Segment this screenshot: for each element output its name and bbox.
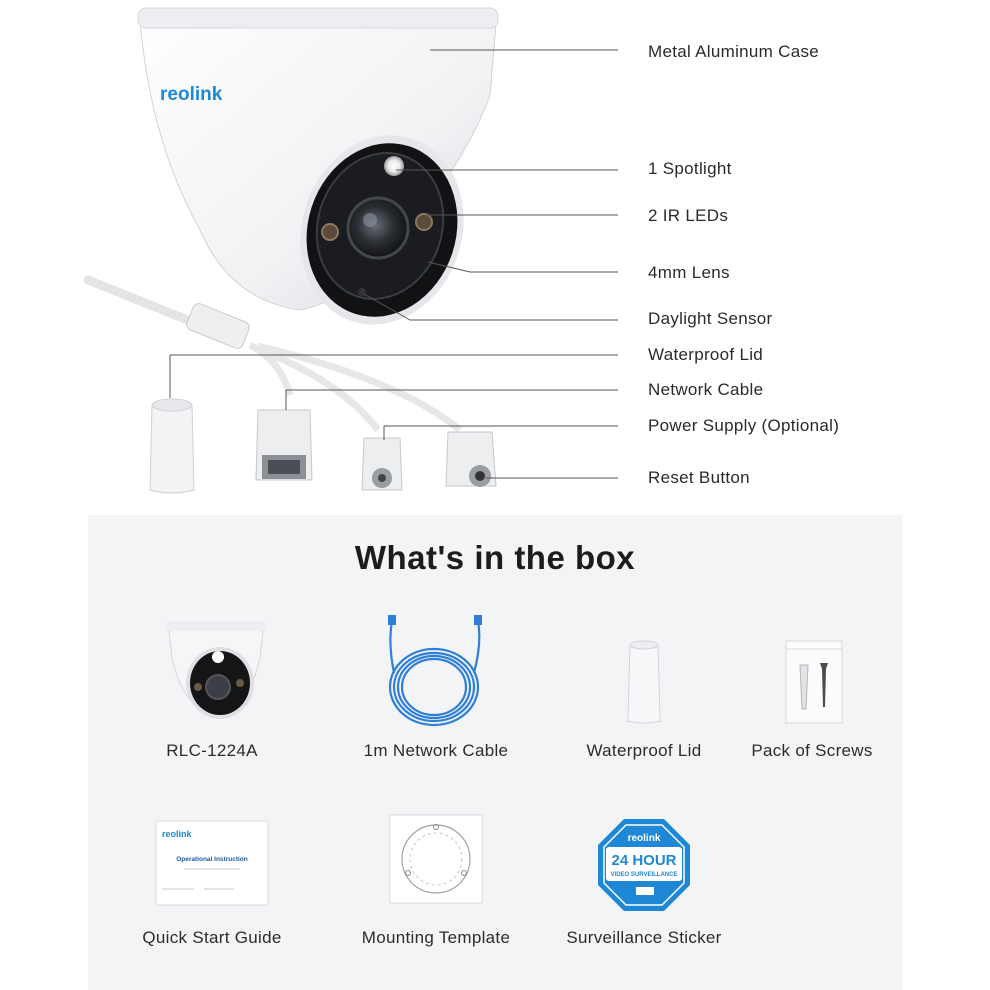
surveillance-sticker-thumbnail (596, 817, 692, 913)
feature-label-case: Metal Aluminum Case (648, 42, 820, 61)
feature-label-power-supply: Power Supply (Optional) (648, 416, 840, 435)
sticker-line2: VIDEO SURVEILLANCE (610, 872, 678, 878)
network-cable-thumbnail (378, 613, 490, 731)
sticker-brand-logo: reolink (627, 833, 661, 844)
screws-thumbnail (784, 639, 844, 725)
box-item-label-cable: 1m Network Cable (363, 741, 509, 760)
sticker-line1: 24 HOUR (611, 852, 677, 869)
feature-label-reset-button: Reset Button (648, 468, 750, 487)
box-item-label-guide: Quick Start Guide (142, 928, 282, 947)
feature-label-ir-leds: 2 IR LEDs (648, 206, 729, 225)
feature-label-network-cable: Network Cable (648, 380, 764, 399)
waterproof-lid-thumbnail (614, 637, 674, 727)
box-item-label-sticker: Surveillance Sticker (566, 928, 722, 947)
box-item-label-camera: RLC-1224A (166, 741, 258, 760)
box-item-label-lid: Waterproof Lid (586, 741, 702, 760)
box-contents-panel (88, 515, 902, 990)
feature-label-waterproof-lid: Waterproof Lid (648, 345, 764, 364)
camera-thumbnail (160, 617, 272, 725)
box-item-label-screws: Pack of Screws (751, 741, 873, 760)
feature-label-daylight-sensor: Daylight Sensor (648, 309, 773, 328)
guide-title: Operational Instruction (176, 856, 248, 863)
guide-brand-logo: reolink (162, 829, 192, 839)
feature-label-lens: 4mm Lens (648, 263, 730, 282)
quick-start-guide-thumbnail (154, 819, 270, 909)
mounting-template-thumbnail (388, 813, 484, 905)
box-item-label-template: Mounting Template (361, 928, 511, 947)
camera-brand-logo: reolink (160, 84, 223, 105)
feature-label-spotlight: 1 Spotlight (648, 159, 732, 178)
box-title: What's in the box (354, 539, 636, 576)
